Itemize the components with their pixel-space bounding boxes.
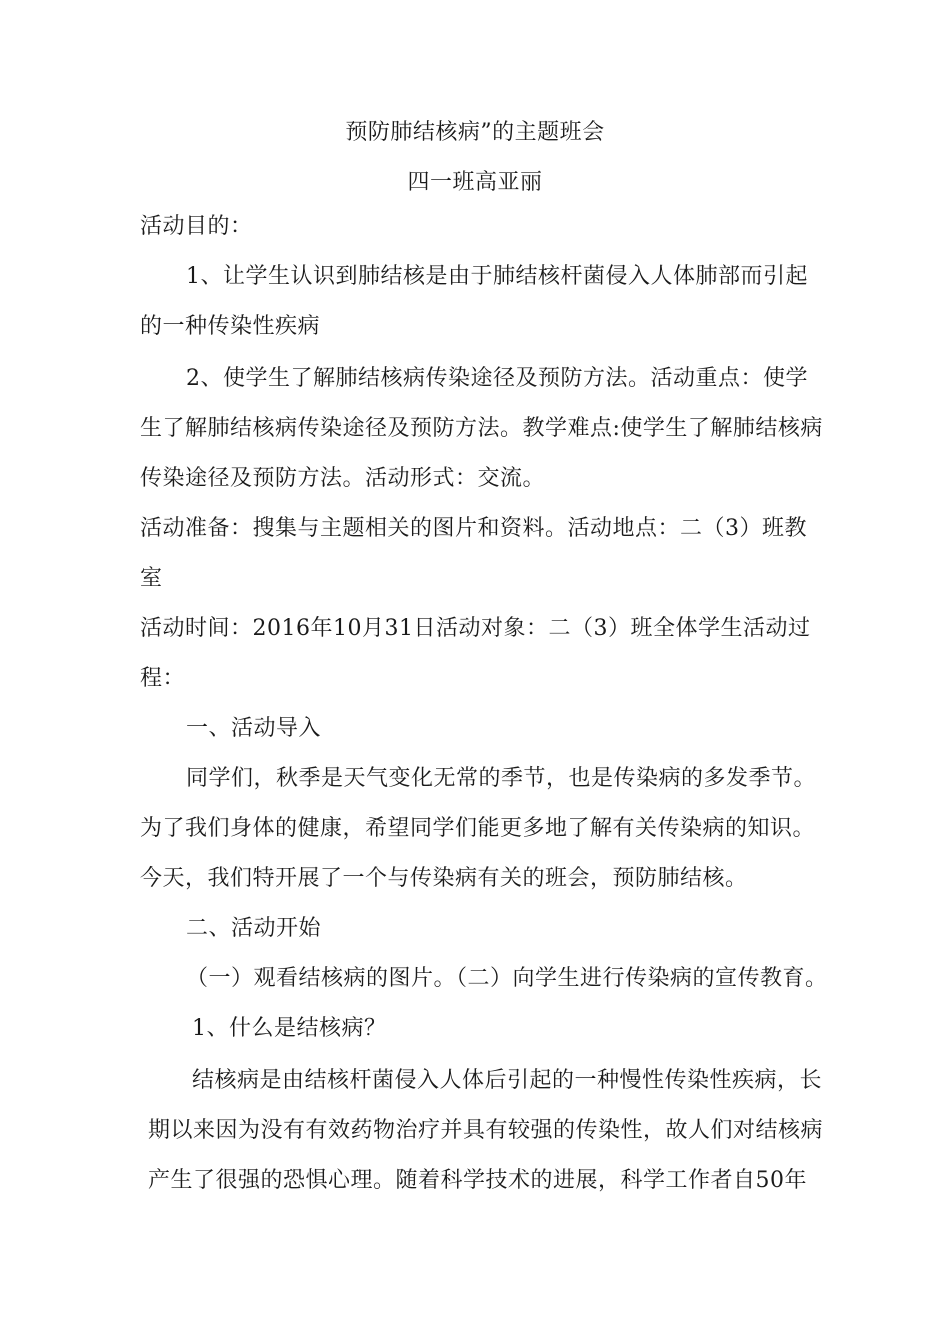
paragraph-line: 传染途径及预防方法。活动形式：交流。 <box>140 466 546 491</box>
paragraph-line: 程： <box>140 666 186 691</box>
paragraph-line: 室 <box>140 566 163 591</box>
paragraph-line: 2、使学生了解肺结核病传染途径及预防方法。活动重点：使学 <box>186 366 808 391</box>
document-author: 四一班高亚丽 <box>407 170 543 195</box>
paragraph-line: 产生了很强的恐惧心理。随着科学技术的进展，科学工作者自50年 <box>148 1168 807 1193</box>
paragraph-line: （一）观看结核病的图片。（二）向学生进行传染病的宣传教育。 <box>186 966 828 991</box>
section-heading: 一、活动导入 <box>186 716 322 741</box>
paragraph-line: 活动准备：搜集与主题相关的图片和资料。活动地点：二（3）班教 <box>140 516 807 541</box>
paragraph-line: 今天，我们特开展了一个与传染病有关的班会，预防肺结核。 <box>140 866 748 891</box>
document-title: 预防肺结核病”的主题班会 <box>345 120 605 145</box>
paragraph-line: 的一种传染性疾病 <box>140 314 321 339</box>
paragraph-line: 期以来因为没有有效药物治疗并具有较强的传染性，故人们对结核病 <box>148 1118 824 1143</box>
paragraph-line: 同学们，秋季是天气变化无常的季节，也是传染病的多发季节。 <box>186 766 817 791</box>
paragraph-line: 生了解肺结核病传染途径及预防方法。教学难点:使学生了解肺结核病 <box>140 416 823 441</box>
paragraph-line: 活动时间：2016年10月31日活动对象：二（3）班全体学生活动过 <box>140 616 811 641</box>
paragraph-line: 为了我们身体的健康，希望同学们能更多地了解有关传染病的知识。 <box>140 816 816 841</box>
paragraph-line: 1、让学生认识到肺结核是由于肺结核杆菌侵入人体肺部而引起 <box>186 264 808 289</box>
paragraph-line: 结核病是由结核杆菌侵入人体后引起的一种慢性传染性疾病，长 <box>192 1068 823 1093</box>
paragraph-line: 活动目的： <box>140 214 253 239</box>
section-heading: 二、活动开始 <box>186 916 322 941</box>
subsection-heading: 1、什么是结核病？ <box>192 1016 387 1041</box>
